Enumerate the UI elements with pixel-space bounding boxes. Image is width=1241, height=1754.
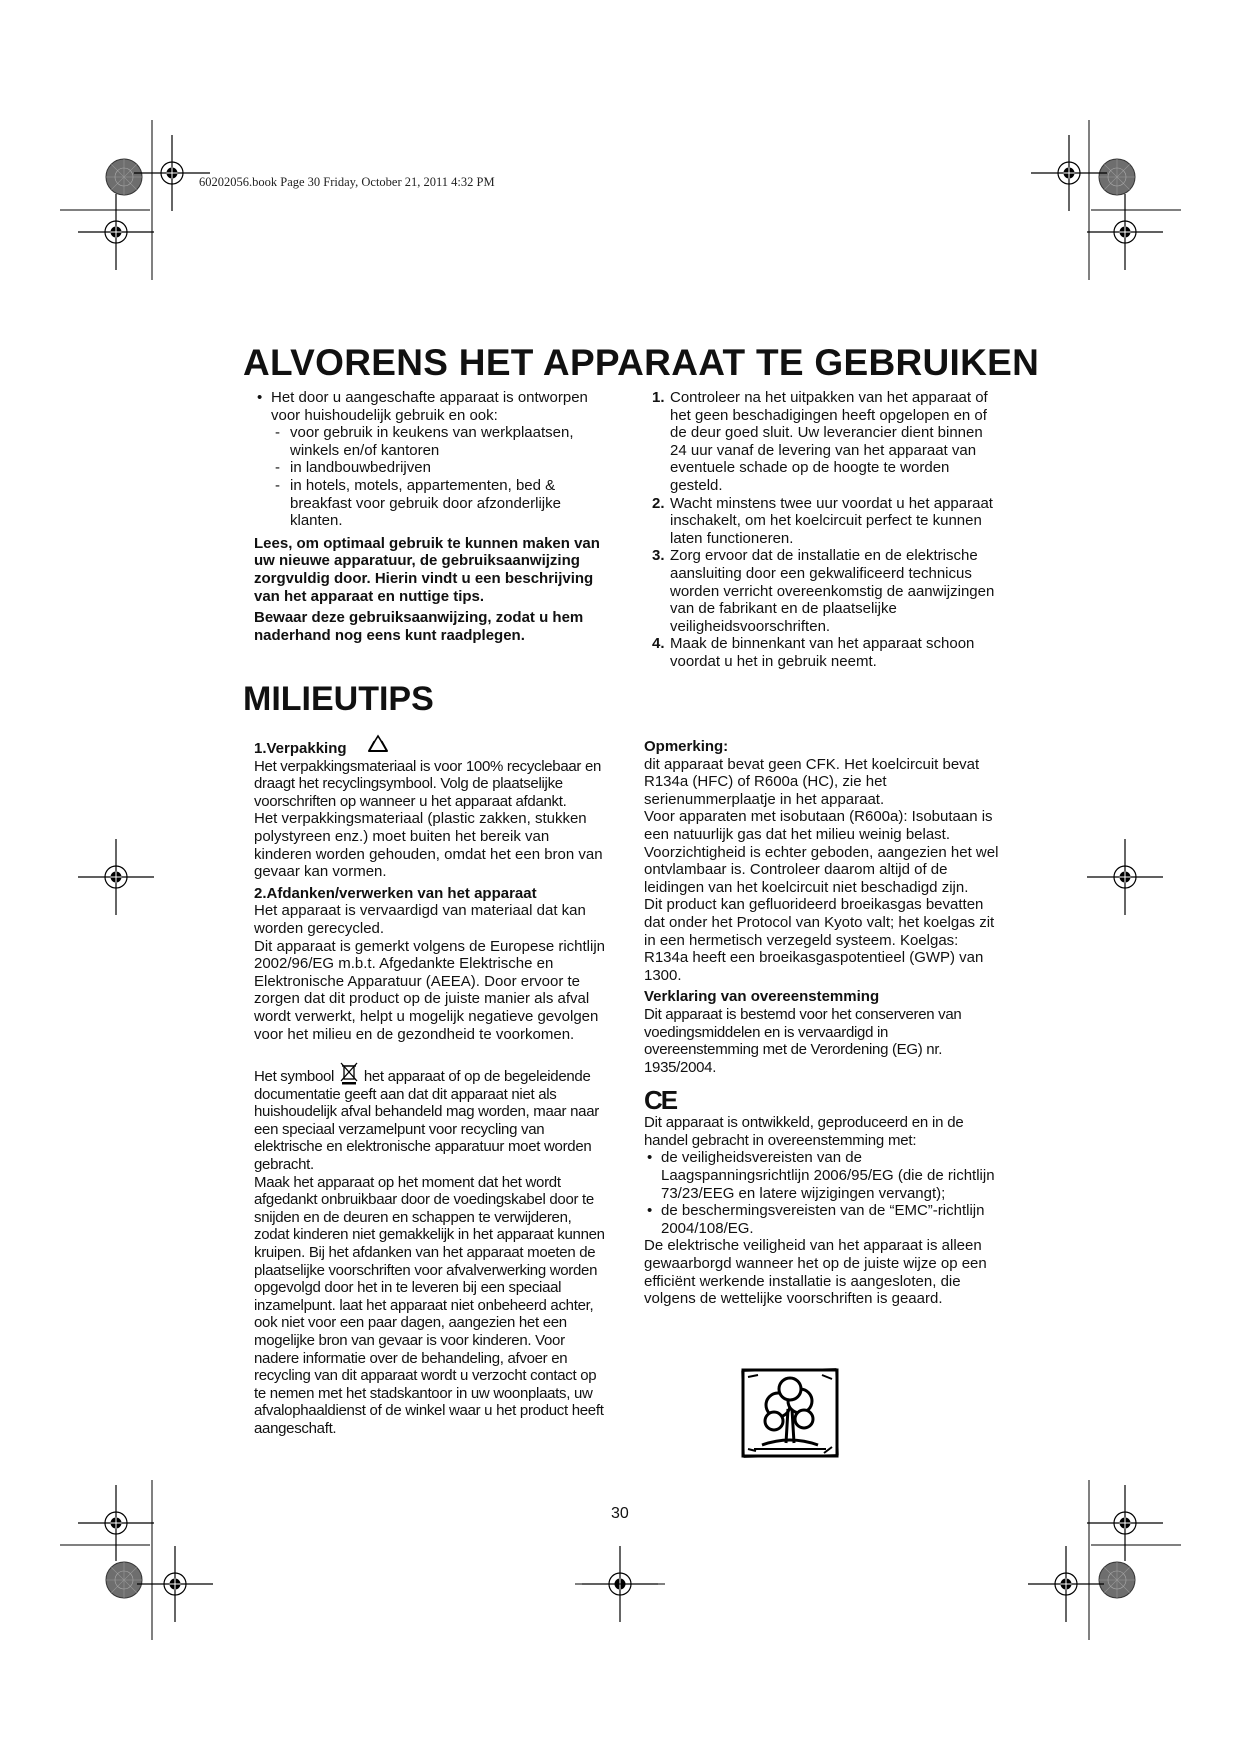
registration-mark-icon [78,194,154,270]
color-disc-icon [1099,159,1135,195]
note-paragraph: Dit product kan gefluorideerd broeikasgas bevatten dat onder het Protocol van Kyoto valt; het koelgas zit in een hermetisch verzegeld systeem. Koelgas: R134a heeft een broeikasgaspotentieel (GWP) van 1300. [644,896,995,984]
registration-mark-icon [1087,1485,1163,1561]
intro-bullet: • Het door u aangeschafte apparaat is ontworpen voor huishoudelijk gebruik en ook: [257,389,588,424]
read-instructions-note: Lees, om optimaal gebruik te kunnen maken van uw nieuwe apparatuur, de gebruiksaanwijzing zorgvuldig door. Hierin vindt u een beschrijving van het apparaat en nuttige tips. [254,534,600,605]
step-item: 4. Maak de binnenkant van het apparaat schoon voordat u het in gebruik neemt. [652,635,975,670]
steps-column [652,389,1002,671]
keep-instructions-note: Bewaar deze gebruiksaanwijzing, zodat u hem naderhand nog eens kunt raadplegen. [254,609,584,644]
step-item: 2. Wacht minstens twee uur voordat u het apparaat inschakelt, om het koelcircuit perfect te kunnen laten functioneren. [652,494,993,547]
color-disc-icon [1099,1562,1135,1598]
recycling-icon [365,733,391,757]
note-heading: Opmerking: [644,738,729,755]
registration-mark-icon [137,1546,213,1622]
color-disc-icon [106,1562,142,1598]
note-paragraph: Voor apparaten met isobutaan (R600a): Isobutaan is een natuurlijk gas dat het milieu weinig belast. Voorzichtigheid is echter geboden, aangezien het wel ontvlambaar is. Controleer daarom altijd of de leidingen van het koelcircuit niet beschadigd zijn. [644,808,999,896]
color-disc-icon [106,159,142,195]
registration-mark-icon [1087,839,1163,915]
crossed-bin-icon [338,1061,360,1085]
page-number: 30 [611,1505,629,1522]
ce-mark: CE [644,1085,677,1116]
intro-column [254,389,610,644]
environment-left-column [254,733,606,1438]
eco-tree-logo [738,1365,842,1461]
ce-requirement-item: • de beschermingsvereisten van de “EMC”-richtlijn 2004/108/EG. [647,1202,985,1237]
disposal-paragraph: Maak het apparaat op het moment dat het wordt afgedankt onbruikbaar door de voedingskabel door te snijden en de deuren en schappen te verwijderen, zodat kinderen niet gemakkelijk in het apparaat kunnen kruipen. Bij het afdanken van het apparaat moeten de plaatselijke voorschriften voor afvalverwerking worden opgevolgd door het in te leveren bij een speciaal inzamelpunt. laat het apparaat niet onbeheerd achter, ook niet voor een paar dagen, aangezien het een mogelijke bron van gevaar is voor kinderen. Voor nadere informatie over de behandeling, afvoer en recycling van dit apparaat wordt u verzocht contact op te nemen met het stadskantoor in uw woonplaats, uw afvalophaaldienst of de winkel waar u het product heeft aangeschaft. [254,1173,605,1437]
registration-mark-icon [1028,1546,1104,1622]
registration-mark-icon [78,839,154,915]
step-item: 1. Controleer na het uitpakken van het apparaat of het geen beschadigingen heeft opgelopen en of de deur goed sluit. Uw leverancier dient binnen 24 uur vanaf de levering van het apparaat van eventuele schade op de hoogte te worden gesteld. [652,389,988,494]
packaging-paragraph: Het verpakkingsmateriaal (plastic zakken, stukken polystyreen enz.) moet buiten het bereik van kinderen worden gehouden, omdat het een bron van gevaar kan vormen. [254,810,603,881]
electrical-safety-paragraph: De elektrische veiligheid van het apparaat is alleen gewaarborgd wanneer het op de juiste wijze op een efficiënt werkende installatie is aangesloten, die volgens de wettelijke voorschriften is geaard. [644,1237,987,1308]
print-header: 60202056.book Page 30 Friday, October 21, 2011 4:32 PM [199,175,495,189]
usage-item: - in landbouwbedrijven [275,459,431,477]
disposal-paragraph: Het apparaat is vervaardigd van materiaal dat kan worden gerecycled. [254,902,586,937]
step-item: 3. Zorg ervoor dat de installatie en de elektrische aansluiting door een gekwalificeerd technicus worden verricht overeenkomstig de aanwijzingen van de fabrikant en de plaatselijke veiligheidsvoorschriften. [652,547,995,635]
packaging-paragraph: Het verpakkingsmateriaal is voor 100% recyclebaar en draagt het recyclingsymbool. Volg de plaatselijke voorschriften op wanneer u het apparaat afdankt. [254,757,602,810]
registration-mark-icon [134,135,210,211]
disposal-symbol-paragraph: Het symbool het apparaat of op de begeleidende documentatie geeft aan dat dit apparaat niet als huishoudelijk afval behandeld mag worden, maar naar een speciaal verzamelpunt voor recycling van elektrische en elektronische apparatuur moet worden gebracht. [254,1061,606,1174]
declaration-heading: Verklaring van overeenstemming [644,988,880,1006]
environment-right-column [644,738,1000,1308]
registration-mark-icon [1087,194,1163,270]
ce-intro-paragraph: Dit apparaat is ontwikkeld, geproduceerd en in de handel gebracht in overeenstemming met: [644,1114,964,1149]
disposal-heading: 2.Afdanken/verwerken van het apparaat [254,884,537,902]
page-title: ALVORENS HET APPARAAT TE GEBRUIKEN [243,342,1040,383]
usage-item: - in hotels, motels, appartementen, bed & breakfast voor gebruik door afzonderlijke klanten. [275,476,561,530]
section-title-milieutips: MILIEUTIPS [243,680,434,718]
declaration-paragraph: Dit apparaat is bestemd voor het conserveren van voedingsmiddelen en is vervaardigd in overeenstemming met de Verordening (EG) nr. 1935/2004. [644,1005,962,1076]
note-paragraph: dit apparaat bevat geen CFK. Het koelcircuit bevat R134a (HFC) of R600a (HC), zie het serienummerplaatje in het apparaat. [644,755,980,808]
registration-mark-icon [78,1485,154,1561]
registration-mark-icon [1031,135,1107,211]
usage-item: - voor gebruik in keukens van werkplaatsen, winkels en/of kantoren [275,424,574,459]
disposal-paragraph: Dit apparaat is gemerkt volgens de Europese richtlijn 2002/96/EG m.b.t. Afgedankte Elektrische en Elektronische Apparatuur (AEEA). Door ervoor te zorgen dat dit product op de juiste manier als afval wordt verwerkt, helpt u mogelijk negatieve gevolgen voor het milieu en de gezondheid te voorkomen. [254,937,606,1043]
packaging-heading: 1.Verpakking [254,733,606,758]
ce-requirement-item: • de veiligheidsvereisten van de Laagspanningsrichtlijn 2006/95/EG (die de richtlijn 73/23/EEG en latere wijzigingen vervangt); [647,1149,995,1202]
